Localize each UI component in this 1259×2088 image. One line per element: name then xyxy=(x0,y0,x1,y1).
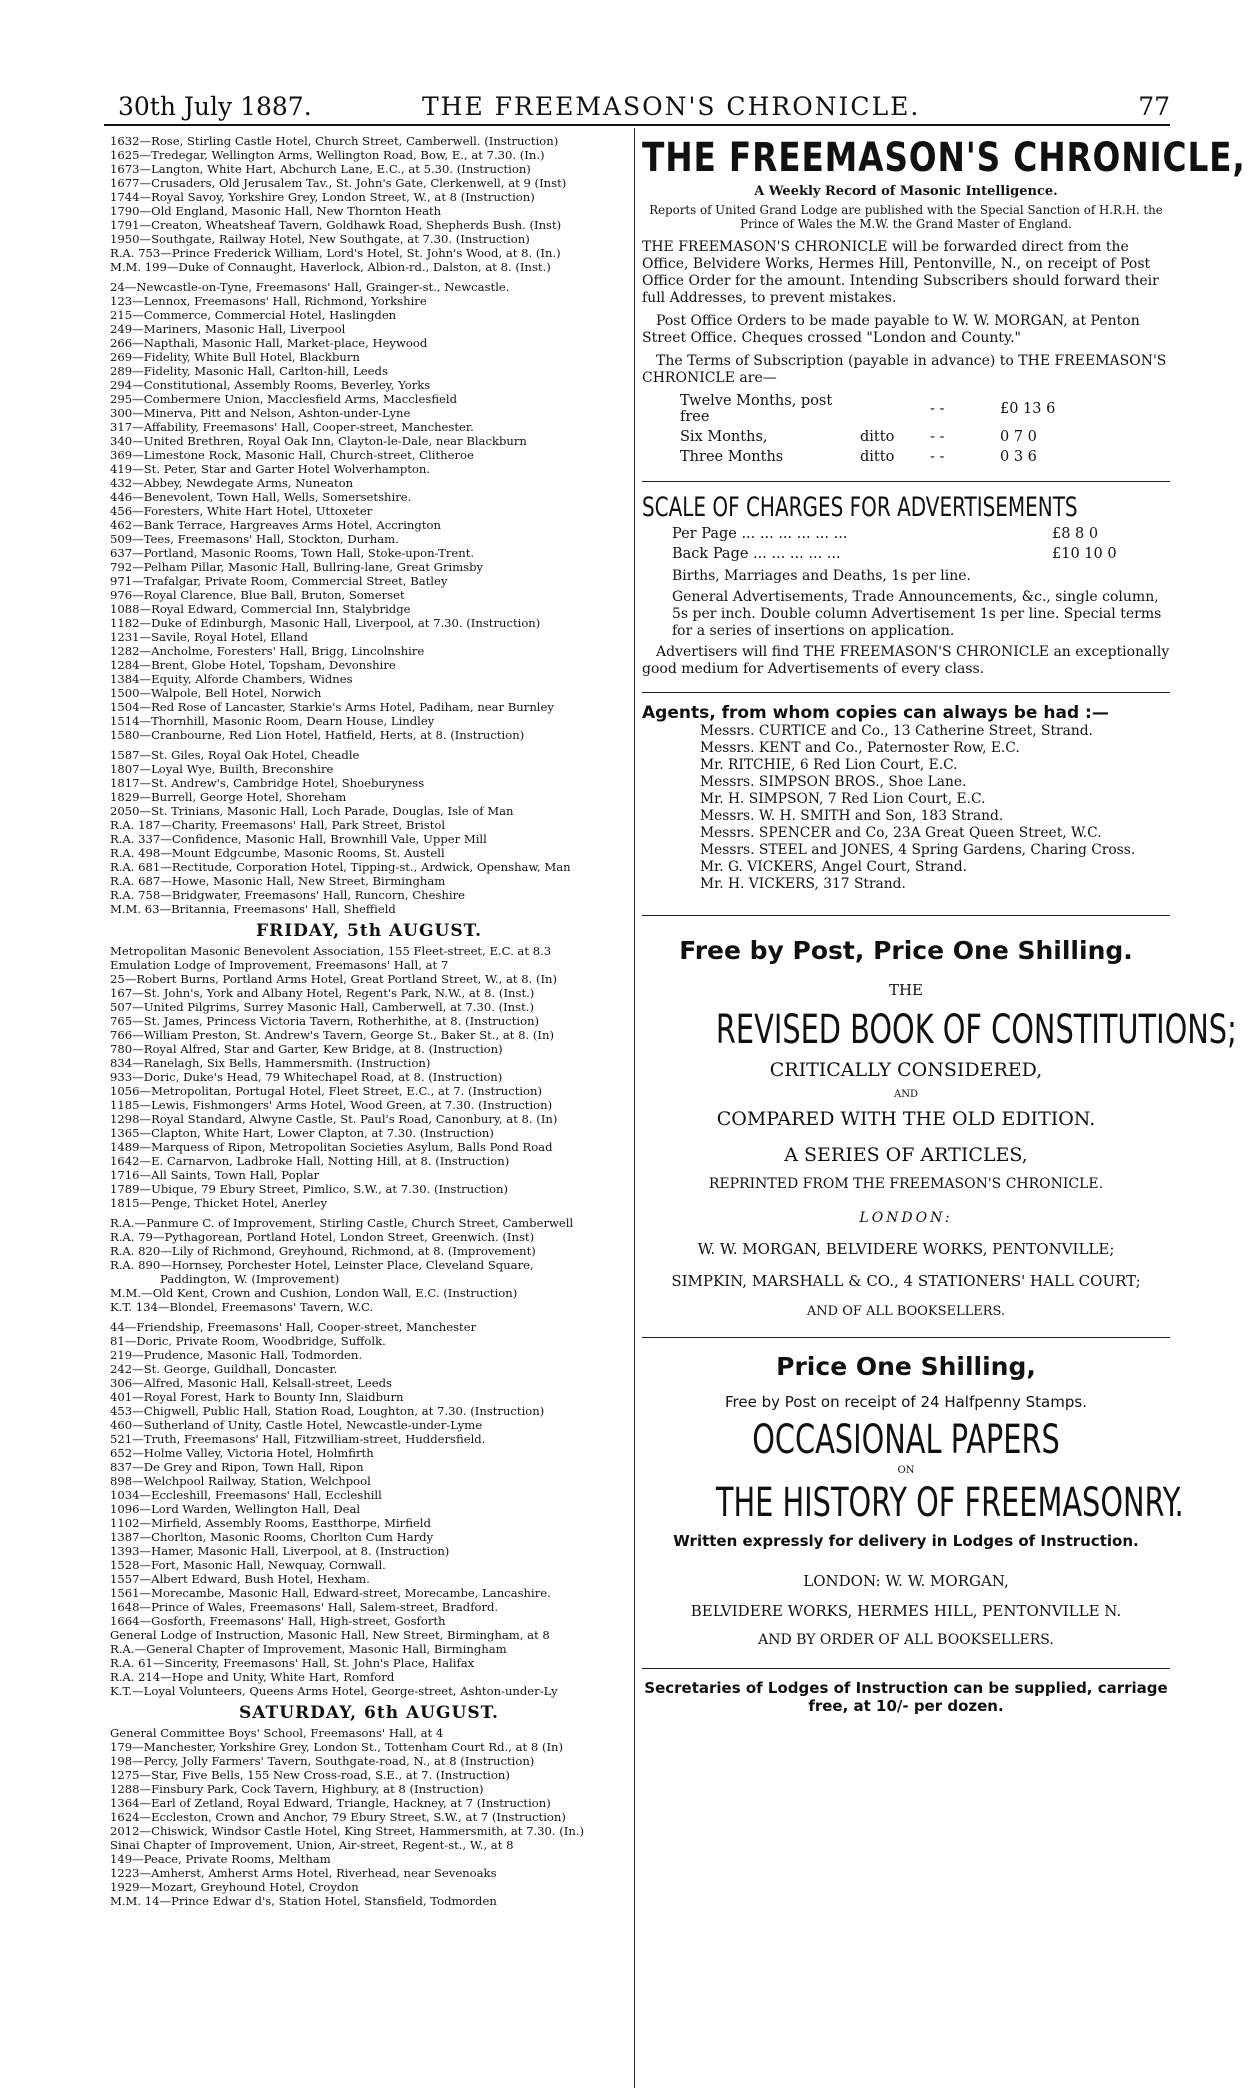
listing-line: 456—Foresters, White Hart Hotel, Uttoxeter xyxy=(110,504,373,518)
masthead: THE FREEMASON'S CHRONICLE, xyxy=(642,135,1246,181)
listing-line: 401—Royal Forest, Hark to Bounty Inn, Slaidburn xyxy=(110,1390,404,1404)
general-ads-paragraph: General Advertisements, Trade Announcements, &c., single column, 5s per inch. Double column Advertisement 1s per line. Special terms for a series of insertions on application. xyxy=(672,589,1162,639)
listing-line: R.A. 820—Lily of Richmond, Greyhound, Richmond, at 8. (Improvement) xyxy=(110,1244,536,1258)
thursday-lodges-provinces xyxy=(110,280,628,742)
series-line: A SERIES OF ARTICLES, xyxy=(784,1144,1028,1166)
listing-line: 269—Fidelity, White Bull Hotel, Blackburn xyxy=(110,350,360,364)
occasional-papers-title: OCCASIONAL PAPERS xyxy=(752,1417,1060,1463)
thursday-lodges-provinces-2 xyxy=(110,748,628,916)
listing-line: 1056—Metropolitan, Portugal Hotel, Fleet Street, E.C., at 7. (Instruction) xyxy=(110,1084,543,1098)
listing-line: 1182—Duke of Edinburgh, Masonic Hall, Liverpool, at 7.30. (Instruction) xyxy=(110,616,541,630)
listing-line: R.A. 681—Rectitude, Corporation Hotel, Tipping-st., Ardwick, Openshaw, Man xyxy=(110,860,571,874)
listing-line: 167—St. John's, York and Albany Hotel, Regent's Park, N.W., at 8. (Inst.) xyxy=(110,986,535,1000)
listing-line: 1364—Earl of Zetland, Royal Edward, Triangle, Hackney, at 7 (Instruction) xyxy=(110,1796,551,1810)
friday-heading: FRIDAY, 5th AUGUST. xyxy=(256,921,482,941)
listing-line: 1557—Albert Edward, Bush Hotel, Hexham. xyxy=(110,1572,370,1586)
listing-line: 1790—Old England, Masonic Hall, New Thornton Heath xyxy=(110,204,442,218)
listing-line: 219—Prudence, Masonic Hall, Todmorden. xyxy=(110,1348,363,1362)
listing-line: 1284—Brent, Globe Hotel, Topsham, Devonshire xyxy=(110,658,396,672)
on-label: ON xyxy=(897,1465,915,1476)
listing-line: R.A.—Panmure C. of Improvement, Stirling Castle, Church Street, Camberwell xyxy=(110,1216,574,1230)
listing-line: 149—Peace, Private Rooms, Meltham xyxy=(110,1852,331,1866)
listing-line: 24—Newcastle-on-Tyne, Freemasons' Hall, Grainger-st., Newcastle. xyxy=(110,280,510,294)
listing-line: 306—Alfred, Masonic Hall, Kelsall-street, Leeds xyxy=(110,1376,392,1390)
listing-line: 1384—Equity, Alforde Chambers, Widnes xyxy=(110,672,353,686)
listing-line: M.M. 14—Prince Edwar d's, Station Hotel, Stansfield, Todmorden xyxy=(110,1894,497,1908)
listing-line: 1034—Eccleshill, Freemasons' Hall, Eccleshill xyxy=(110,1488,382,1502)
written-line: Written expressly for delivery in Lodges of Instruction. xyxy=(673,1532,1139,1550)
listing-line: 1791—Creaton, Wheatsheaf Tavern, Goldhawk Road, Shepherds Bush. (Inst) xyxy=(110,218,562,232)
listing-line: 446—Benevolent, Town Hall, Wells, Somersetshire. xyxy=(110,490,412,504)
agent-entry: Messrs. KENT and Co., Paternoster Row, E.C. xyxy=(700,740,1020,756)
simpkin-line: SIMPKIN, MARSHALL & CO., 4 STATIONERS' HALL COURT; xyxy=(671,1272,1141,1290)
listing-line: 1673—Langton, White Hart, Abchurch Lane, E.C., at 5.30. (Instruction) xyxy=(110,162,531,176)
charges-table: Per Page ... ... ... ... ... ... £8 8 0 Back Page ... ... ... ... ... £10 10 0 xyxy=(672,526,1117,562)
listing-line: 765—St. James, Princess Victoria Tavern, Rotherhithe, at 8. (Instruction) xyxy=(110,1014,540,1028)
history-title: THE HISTORY OF FREEMASONRY. xyxy=(715,1480,1184,1526)
listing-line: 1807—Loyal Wye, Builth, Breconshire xyxy=(110,762,334,776)
listing-line: 1528—Fort, Masonic Hall, Newquay, Cornwall. xyxy=(110,1558,386,1572)
listing-line: 369—Limestone Rock, Masonic Hall, Church-street, Clitheroe xyxy=(110,448,474,462)
listing-line: 1744—Royal Savoy, Yorkshire Grey, London Street, W., at 8 (Instruction) xyxy=(110,190,535,204)
listing-line: M.M.—Old Kent, Crown and Cushion, London Wall, E.C. (Instruction) xyxy=(110,1286,518,1300)
listing-line: 1298—Royal Standard, Alwyne Castle, St. Paul's Road, Canonbury, at 8. (In) xyxy=(110,1112,558,1126)
listing-line: 460—Sutherland of Unity, Castle Hotel, Newcastle-under-Lyme xyxy=(110,1418,483,1432)
critically-considered: CRITICALLY CONSIDERED, xyxy=(769,1059,1043,1081)
listing-line: 637—Portland, Masonic Rooms, Town Hall, Stoke-upon-Trent. xyxy=(110,546,475,560)
listing-line: 419—St. Peter, Star and Garter Hotel Wolverhampton. xyxy=(110,462,431,476)
listing-line: 123—Lennox, Freemasons' Hall, Richmond, Yorkshire xyxy=(110,294,427,308)
lodge-listings-column xyxy=(110,134,628,1908)
listing-line: 1500—Walpole, Bell Hotel, Norwich xyxy=(110,686,322,700)
intro-paragraph: THE FREEMASON'S CHRONICLE will be forwarded direct from the Office, Belvidere Works, Hermes Hill, Pentonville, N., on receipt of Post Office Order for the amount. Intending Subscribers should forward their full Addresses, to prevent mistakes. xyxy=(642,239,1159,306)
masthead-subtitle: A Weekly Record of Masonic Intelligence. xyxy=(754,184,1058,199)
listing-line: 1387—Chorlton, Masonic Rooms, Chorlton Cum Hardy xyxy=(110,1530,434,1544)
listing-line: 294—Constitutional, Assembly Rooms, Beverley, Yorks xyxy=(110,378,431,392)
listing-line: Paddington, W. (Improvement) xyxy=(160,1272,340,1286)
listing-line: M.M. 199—Duke of Connaught, Haverlock, Albion-rd., Dalston, at 8. (Inst.) xyxy=(110,260,551,274)
friday-other xyxy=(110,1286,628,1314)
listing-line: 1642—E. Carnarvon, Ladbroke Hall, Notting Hill, at 8. (Instruction) xyxy=(110,1154,510,1168)
listing-line: 1275—Star, Five Bells, 155 New Cross-road, S.E., at 7. (Instruction) xyxy=(110,1768,510,1782)
listing-line: 933—Doric, Duke's Head, 79 Whitechapel Road, at 8. (Instruction) xyxy=(110,1070,503,1084)
listing-line: 1815—Penge, Thicket Hotel, Anerley xyxy=(110,1196,328,1210)
listing-line: 2012—Chiswick, Windsor Castle Hotel, King Street, Hammersmith, at 7.30. (In.) xyxy=(110,1824,585,1838)
listing-line: 652—Holme Valley, Victoria Hotel, Holmfirth xyxy=(110,1446,374,1460)
agent-entry: Messrs. SIMPSON BROS., Shoe Lane. xyxy=(700,774,967,790)
page-header xyxy=(104,92,1170,122)
listing-line: 179—Manchester, Yorkshire Grey, London St., Tottenham Court Rd., at 8 (In) xyxy=(110,1740,564,1754)
listing-line: R.A. 498—Mount Edgcumbe, Masonic Rooms, St. Austell xyxy=(110,846,445,860)
thursday-lodges-london xyxy=(110,134,628,274)
running-title: THE FREEMASON'S CHRONICLE. xyxy=(422,92,921,121)
listing-line: 215—Commerce, Commercial Hotel, Haslingden xyxy=(110,308,397,322)
listing-line: 780—Royal Alfred, Star and Garter, Kew Bridge, at 8. (Instruction) xyxy=(110,1042,503,1056)
agent-entry: Mr. H. VICKERS, 317 Strand. xyxy=(700,876,906,892)
london-morgan-line: LONDON: W. W. MORGAN, xyxy=(803,1572,1009,1590)
agent-entry: Mr. H. SIMPSON, 7 Red Lion Court, E.C. xyxy=(700,791,986,807)
london-label: LONDON: xyxy=(859,1210,953,1226)
agent-entry: Mr. G. VICKERS, Angel Court, Strand. xyxy=(700,859,967,875)
price-shilling-heading: Price One Shilling, xyxy=(776,1352,1036,1381)
subscription-row: Twelve Months, post free - - £0 13 6 xyxy=(680,393,1056,425)
listing-line: 834—Ranelagh, Six Bells, Hammersmith. (Instruction) xyxy=(110,1056,431,1070)
listing-line: R.A. 337—Confidence, Masonic Hall, Brownhill Vale, Upper Mill xyxy=(110,832,487,846)
listing-line: 1102—Mirfield, Assembly Rooms, Eastthorpe, Mirfield xyxy=(110,1516,431,1530)
listing-line: K.T. 134—Blondel, Freemasons' Tavern, W.C. xyxy=(110,1300,374,1314)
belvidere-line: BELVIDERE WORKS, HERMES HILL, PENTONVILLE N. xyxy=(690,1602,1122,1620)
listing-line: 1088—Royal Edward, Commercial Inn, Stalybridge xyxy=(110,602,411,616)
page-number: 77 xyxy=(1138,92,1170,121)
listing-line: 971—Trafalgar, Private Room, Commercial Street, Batley xyxy=(110,574,448,588)
listing-line: 1950—Southgate, Railway Hotel, New Southgate, at 7.30. (Instruction) xyxy=(110,232,530,246)
listing-line: 792—Pelham Pillar, Masonic Hall, Bullring-lane, Great Grimsby xyxy=(110,560,484,574)
listing-line: 462—Bank Terrace, Hargreaves Arms Hotel, Accrington xyxy=(110,518,441,532)
listing-line: R.A. 214—Hope and Unity, White Hart, Romford xyxy=(110,1670,395,1684)
listing-line: Emulation Lodge of Improvement, Freemasons' Hall, at 7 xyxy=(110,958,449,972)
listing-line: 1561—Morecambe, Masonic Hall, Edward-street, Morecambe, Lancashire. xyxy=(110,1586,551,1600)
listing-line: 1514—Thornhill, Masonic Room, Dearn House, Lindley xyxy=(110,714,435,728)
friday-lodges-provinces xyxy=(110,1320,628,1698)
header-rule xyxy=(104,124,1170,126)
booksellers-line: AND OF ALL BOOKSELLERS. xyxy=(806,1304,1006,1319)
saturday-lodges xyxy=(110,1726,628,1908)
listing-line: 1648—Prince of Wales, Freemasons' Hall, Salem-street, Bradford. xyxy=(110,1600,499,1614)
listing-line: 1829—Burrell, George Hotel, Shoreham xyxy=(110,790,347,804)
listing-line: 1587—St. Giles, Royal Oak Hotel, Cheadle xyxy=(110,748,360,762)
agent-entry: Messrs. CURTICE and Co., 13 Catherine Street, Strand. xyxy=(700,723,1093,739)
listing-line: 266—Napthali, Masonic Hall, Market-place, Heywood xyxy=(110,336,428,350)
listing-line: K.T.—Loyal Volunteers, Queens Arms Hotel, George-street, Ashton-under-Ly xyxy=(110,1684,558,1698)
listing-line: 289—Fidelity, Masonic Hall, Carlton-hill, Leeds xyxy=(110,364,388,378)
scale-heading: SCALE OF CHARGES FOR ADVERTISEMENTS xyxy=(642,492,1078,523)
friday-lodges-london xyxy=(110,944,628,1210)
and-label: AND xyxy=(894,1089,918,1100)
listing-line: 509—Tees, Freemasons' Hall, Stockton, Durham. xyxy=(110,532,399,546)
listing-line: 1231—Savile, Royal Hotel, Elland xyxy=(110,630,309,644)
listing-line: Metropolitan Masonic Benevolent Association, 155 Fleet-street, E.C. at 8.3 xyxy=(110,944,552,958)
listing-line: 295—Combermere Union, Macclesfield Arms, Macclesfield xyxy=(110,392,458,406)
listing-line: 1282—Ancholme, Foresters' Hall, Brigg, Lincolnshire xyxy=(110,644,425,658)
listing-line: 317—Affability, Freemasons' Hall, Cooper-street, Manchester. xyxy=(110,420,474,434)
listing-line: 1504—Red Rose of Lancaster, Starkie's Arms Hotel, Padiham, near Burnley xyxy=(110,700,554,714)
listing-line: 976—Royal Clarence, Blue Ball, Bruton, Somerset xyxy=(110,588,405,602)
listing-line: 1288—Finsbury Park, Cock Tavern, Highbury, at 8 (Instruction) xyxy=(110,1782,484,1796)
listing-line: R.A.—General Chapter of Improvement, Masonic Hall, Birmingham xyxy=(110,1642,507,1656)
order-booksellers-line: AND BY ORDER OF ALL BOOKSELLERS. xyxy=(758,1632,1054,1648)
agent-entry: Messrs. SPENCER and Co, 23A Great Queen Street, W.C. xyxy=(700,825,1102,841)
listing-line: 1393—Hamer, Masonic Hall, Liverpool, at 8. (Instruction) xyxy=(110,1544,450,1558)
listing-line: 81—Doric, Private Room, Woodbridge, Suffolk. xyxy=(110,1334,386,1348)
agent-entry: Mr. RITCHIE, 6 Red Lion Court, E.C. xyxy=(700,757,958,773)
listing-line: 1664—Gosforth, Freemasons' Hall, High-street, Gosforth xyxy=(110,1614,446,1628)
listing-line: 300—Minerva, Pitt and Nelson, Ashton-under-Lyne xyxy=(110,406,411,420)
listing-line: 521—Truth, Freemasons' Hall, Fitzwilliam-street, Huddersfield. xyxy=(110,1432,486,1446)
listing-line: 249—Mariners, Masonic Hall, Liverpool xyxy=(110,322,346,336)
listing-line: 1185—Lewis, Fishmongers' Arms Hotel, Wood Green, at 7.30. (Instruction) xyxy=(110,1098,553,1112)
listing-line: 766—William Preston, St. Andrew's Tavern, George St., Baker St., at 8. (In) xyxy=(110,1028,554,1042)
listing-line: 2050—St. Trinians, Masonic Hall, Loch Parade, Douglas, Isle of Man xyxy=(110,804,514,818)
saturday-heading: SATURDAY, 6th AUGUST. xyxy=(239,1703,499,1723)
agents-list xyxy=(642,723,1170,893)
listing-line: R.A. 79—Pythagorean, Portland Hotel, London Street, Greenwich. (Inst) xyxy=(110,1230,535,1244)
free-by-post-heading: Free by Post, Price One Shilling. xyxy=(679,936,1133,965)
listing-line: R.A. 187—Charity, Freemasons' Hall, Park Street, Bristol xyxy=(110,818,446,832)
listing-line: 898—Welchpool Railway, Station, Welchpool xyxy=(110,1474,371,1488)
listing-line: 1789—Ubique, 79 Ebury Street, Pimlico, S.W., at 7.30. (Instruction) xyxy=(110,1182,508,1196)
listing-line: 837—De Grey and Ripon, Town Hall, Ripon xyxy=(110,1460,364,1474)
listing-line: 1624—Eccleston, Crown and Anchor, 79 Ebury Street, S.W., at 7 (Instruction) xyxy=(110,1810,566,1824)
listing-line: 198—Percy, Jolly Farmers' Tavern, Southgate-road, N., at 8 (Instruction) xyxy=(110,1754,535,1768)
listing-line: 432—Abbey, Newdegate Arms, Nuneaton xyxy=(110,476,354,490)
reports-note: Reports of United Grand Lodge are published with the Special Sanction of H.R.H. the Prince of Wales the M.W. the Grand Master of England. xyxy=(649,203,1163,231)
listing-line: 340—United Brethren, Royal Oak Inn, Clayton-le-Dale, near Blackburn xyxy=(110,434,527,448)
listing-line: 44—Friendship, Freemasons' Hall, Cooper-street, Manchester xyxy=(110,1320,477,1334)
compared-line: COMPARED WITH THE OLD EDITION. xyxy=(716,1108,1096,1130)
column-divider xyxy=(634,128,635,2088)
listing-line: 1365—Clapton, White Hart, Lower Clapton, at 7.30. (Instruction) xyxy=(110,1126,494,1140)
revised-book-title: REVISED BOOK OF CONSTITUTIONS; xyxy=(715,1007,1237,1053)
reprinted-line: REPRINTED FROM THE FREEMASON'S CHRONICLE. xyxy=(708,1176,1104,1192)
listing-line: R.A. 753—Prince Frederick William, Lord's Hotel, St. John's Wood, at 8. (In.) xyxy=(110,246,561,260)
listing-line: R.A. 687—Howe, Masonic Hall, New Street, Birmingham xyxy=(110,874,446,888)
secretaries-note: Secretaries of Lodges of Instruction can be supplied, carriage free, at 10/- per dozen. xyxy=(644,1679,1168,1715)
listing-line: 1580—Cranbourne, Red Lion Hotel, Hatfield, Herts, at 8. (Instruction) xyxy=(110,728,525,742)
friday-chapters xyxy=(110,1216,628,1272)
agents-heading: Agents, from whom copies can always be had :— xyxy=(642,703,1109,723)
agent-entry: Messrs. STEEL and JONES, 4 Spring Gardens, Charing Cross. xyxy=(700,842,1136,858)
listing-line: 1625—Tredegar, Wellington Arms, Wellington Road, Bow, E., at 7.30. (In.) xyxy=(110,148,545,162)
subscription-row: Three Months ditto - - 0 3 6 xyxy=(680,449,1037,465)
agent-entry: Messrs. W. H. SMITH and Son, 183 Strand. xyxy=(700,808,1004,824)
listing-line: 1677—Crusaders, Old Jerusalem Tav., St. John's Gate, Clerkenwell, at 9 (Inst) xyxy=(110,176,567,190)
listing-line: 1929—Mozart, Greyhound Hotel, Croydon xyxy=(110,1880,359,1894)
listing-line: 1817—St. Andrew's, Cambridge Hotel, Shoeburyness xyxy=(110,776,425,790)
listing-line: 1489—Marquess of Ripon, Metropolitan Societies Asylum, Balls Pond Road xyxy=(110,1140,553,1154)
listing-line: 25—Robert Burns, Portland Arms Hotel, Great Portland Street, W., at 8. (In) xyxy=(110,972,558,986)
listing-line: 242—St. George, Guildhall, Doncaster. xyxy=(110,1362,338,1376)
listing-line: General Committee Boys' School, Freemasons' Hall, at 4 xyxy=(110,1726,444,1740)
listing-line: 1096—Lord Warden, Wellington Hall, Deal xyxy=(110,1502,361,1516)
advertisers-paragraph: Advertisers will find THE FREEMASON'S CHRONICLE an exceptionally good medium for Advertisements of every class. xyxy=(642,644,1170,677)
listing-line: 1632—Rose, Stirling Castle Hotel, Church Street, Camberwell. (Instruction) xyxy=(110,134,559,148)
publisher-line: W. W. MORGAN, BELVIDERE WORKS, PENTONVILLE; xyxy=(697,1240,1115,1258)
births-line: Births, Marriages and Deaths, 1s per line. xyxy=(672,568,971,584)
listing-line: Sinai Chapter of Improvement, Union, Air-street, Regent-st., W., at 8 xyxy=(110,1838,514,1852)
orders-paragraph: Post Office Orders to be made payable to W. W. MORGAN, at Penton Street Office. Cheques crossed "London and County." xyxy=(642,313,1140,346)
subscription-table xyxy=(680,391,1055,467)
listing-line: R.A. 890—Hornsey, Porchester Hotel, Leinster Place, Cleveland Square, xyxy=(110,1258,534,1272)
advertisements-column xyxy=(642,134,1246,1715)
free-receipt-line: Free by Post on receipt of 24 Halfpenny Stamps. xyxy=(725,1393,1087,1411)
listing-line: 453—Chigwell, Public Hall, Station Road, Loughton, at 7.30. (Instruction) xyxy=(110,1404,545,1418)
listing-line: General Lodge of Instruction, Masonic Hall, New Street, Birmingham, at 8 xyxy=(110,1628,550,1642)
the-label: THE xyxy=(888,981,924,999)
listing-line: R.A. 758—Bridgwater, Freemasons' Hall, Runcorn, Cheshire xyxy=(110,888,465,902)
terms-paragraph: The Terms of Subscription (payable in advance) to THE FREEMASON'S CHRONICLE are— xyxy=(642,353,1167,386)
listing-line: 1223—Amherst, Amherst Arms Hotel, Riverhead, near Sevenoaks xyxy=(110,1866,497,1880)
listing-line: R.A. 61—Sincerity, Freemasons' Hall, St. John's Place, Halifax xyxy=(110,1656,475,1670)
listing-line: M.M. 63—Britannia, Freemasons' Hall, Sheffield xyxy=(110,902,396,916)
listing-line: 1716—All Saints, Town Hall, Poplar xyxy=(110,1168,320,1182)
listing-line: 507—United Pilgrims, Surrey Masonic Hall, Camberwell, at 7.30. (Inst.) xyxy=(110,1000,534,1014)
subscription-row: Six Months, ditto - - 0 7 0 xyxy=(680,429,1037,445)
issue-date: 30th July 1887. xyxy=(118,92,312,121)
